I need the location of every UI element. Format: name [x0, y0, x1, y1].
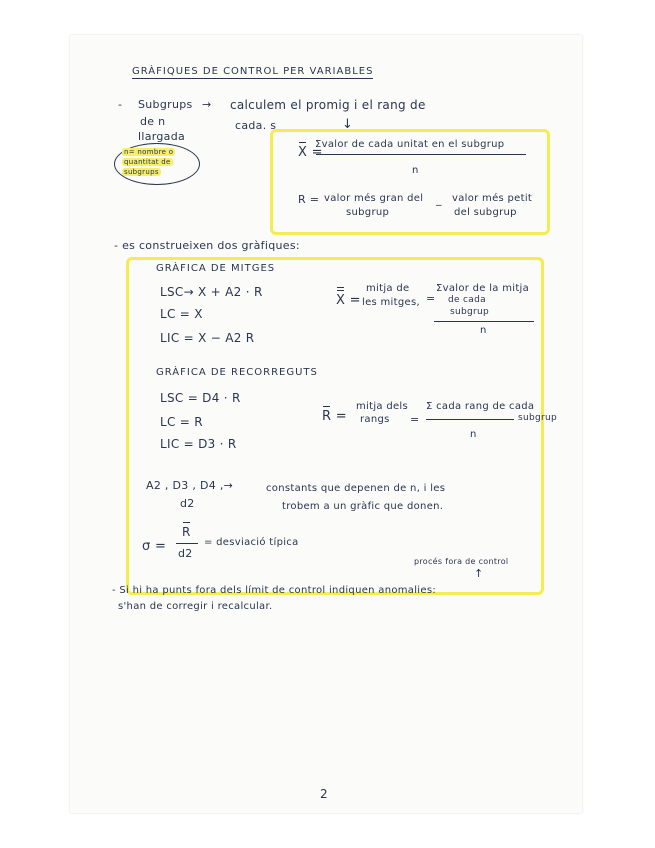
xbar-denominator: n [412, 165, 419, 176]
xbarbar-num-1: Σvalor de la mitja [436, 283, 530, 294]
lic-mitges: LIC = X − A2 R [160, 331, 255, 345]
xbarbar-num-3: subgrup [450, 307, 490, 317]
arrow-down-icon: ↓ [342, 117, 354, 132]
xbarbar-num-2: de cada [448, 295, 486, 305]
r-lhs: R = [298, 193, 320, 206]
sigma-num: R [182, 525, 191, 539]
note-line-2: quantitat de [124, 158, 171, 166]
rbar-text-2: rangs [360, 414, 390, 425]
r-min-sub: del subgrup [454, 207, 517, 218]
construction-intro: - es construeixen dos gràfiques: [114, 239, 300, 252]
rbar-fraction-line [426, 419, 514, 420]
r-minus: _ [436, 193, 442, 206]
page-number: 2 [320, 787, 328, 801]
rbar-eq2: = [410, 413, 420, 426]
lsc-mitges: LSC→ X + A2 · R [160, 285, 263, 299]
subgroups-calc-text: calculem el promig i el rang de [230, 98, 426, 112]
constants-text-2: trobem a un gràfic que donen. [282, 501, 444, 512]
lsc-recorreguts: LSC = D4 · R [160, 391, 241, 405]
lc-mitges: LC = X [160, 307, 203, 321]
final-line-2: s'han de corregir i recalcular. [118, 601, 273, 612]
rbar-num: Σ cada rang de cada [426, 401, 535, 412]
mitges-title: GRÀFICA DE MITGES [156, 263, 276, 274]
constant-d2: d2 [180, 497, 195, 510]
rbar-text-1: mitja dels [356, 401, 409, 412]
xbarbar-den: n [480, 325, 487, 336]
subgroups-length-label: llargada [138, 130, 186, 143]
note-line-1: n= nombre o [124, 148, 174, 156]
xbarbar-text-1: mitja de [366, 283, 410, 294]
sigma-fraction-line [176, 543, 198, 544]
note-text [122, 147, 175, 177]
rbar-den: n [470, 429, 477, 440]
xbarbar-eq2: = [426, 292, 436, 305]
sigma-den: d2 [178, 547, 193, 560]
constants-text-1: constants que depenen de n, i les [266, 483, 446, 494]
subgroups-size-label: de n [140, 115, 166, 128]
r-max-sub: subgrup [346, 207, 390, 218]
notebook-page [70, 35, 582, 813]
rbar-lhs: R = [322, 409, 347, 424]
xbar-lhs: X = [298, 145, 323, 160]
sigma-text: = desviació típica [204, 537, 299, 548]
cada-s-text: cada. s [235, 119, 277, 132]
xbarbar-fraction-line [434, 321, 534, 322]
xbar-fraction-line [316, 154, 526, 155]
page-title: GRÀFIQUES DE CONTROL PER VARIABLES [132, 66, 374, 77]
recorreguts-title: GRÀFICA DE RECORREGUTS [156, 367, 318, 378]
out-of-control-note: procés fora de control [414, 557, 509, 566]
arrow-right-icon: → [202, 98, 212, 111]
sigma-lhs: σ = [142, 539, 167, 554]
lic-recorreguts: LIC = D3 · R [160, 437, 237, 451]
up-arrow-icon: ↑ [474, 567, 484, 580]
rbar-num-2: subgrup [518, 413, 558, 423]
xbar-numerator: Σvalor de cada unitat en el subgrup [315, 139, 505, 150]
r-max-label: valor més gran del [324, 193, 424, 204]
r-min-label: valor més petit [452, 193, 533, 204]
dash: - [118, 98, 123, 111]
note-line-3: subgrups [124, 168, 159, 176]
final-line-1: - Si hi ha punts fora dels límit de control indiquen anomalies: [112, 585, 437, 596]
subgroups-label: Subgrups [138, 98, 193, 111]
xbarbar-text-2: les mitges, [362, 297, 420, 308]
xbarbar-lhs: X = [336, 293, 361, 308]
lc-recorreguts: LC = R [160, 415, 203, 429]
constants-list: A2 , D3 , D4 ,→ [146, 479, 234, 492]
